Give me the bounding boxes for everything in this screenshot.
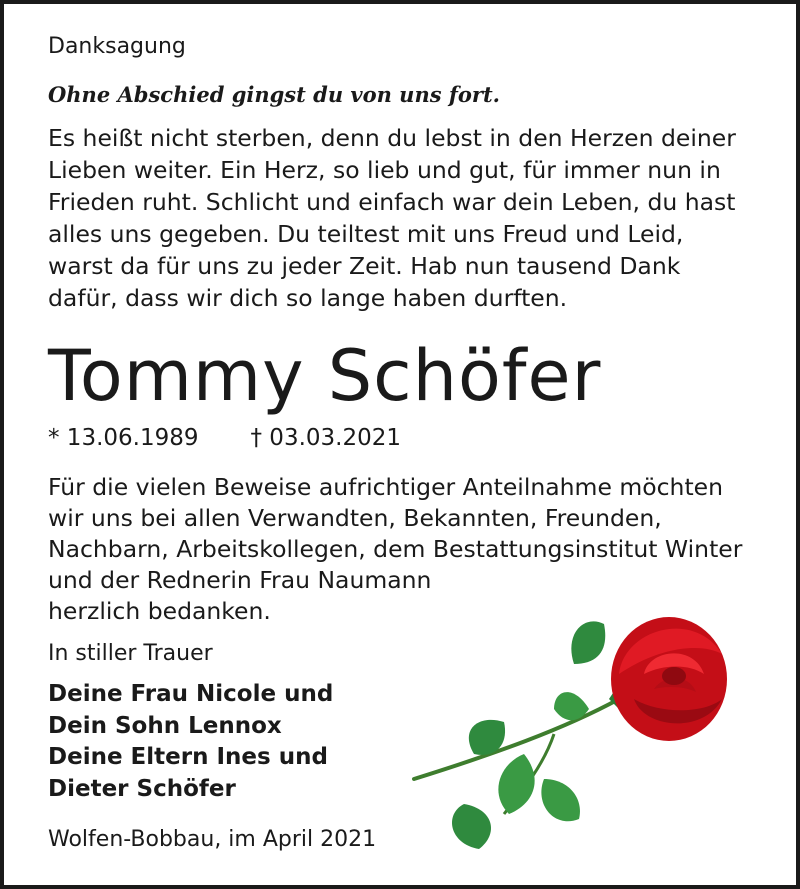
poem-line: warst da für uns zu jeder Zeit. Hab nun tausend Dank — [48, 252, 681, 280]
birth-date: * 13.06.1989 — [48, 425, 199, 451]
family-line: Deine Eltern Ines und — [48, 744, 328, 770]
place-date: Wolfen-Bobbau, im April 2021 — [48, 827, 377, 852]
family-line: Dieter Schöfer — [48, 775, 236, 802]
deceased-name: Tommy Schöfer — [48, 335, 602, 417]
rose-icon — [404, 604, 744, 854]
poem — [48, 122, 768, 314]
poem-line: Lieben weiter. Ein Herz, so lieb und gut, für immer nun in — [48, 156, 721, 184]
mourning-line: In stiller Trauer — [48, 641, 213, 666]
poem-line: Es heißt nicht sterben, denn du lebst in den Herzen deiner — [48, 124, 736, 152]
poem-line: alles uns gegeben. Du teiltest mit uns Freud und Leid, — [48, 220, 684, 248]
life-dates — [48, 422, 768, 454]
thanks-line: Für die vielen Beweise aufrichtiger Anteilnahme möchten — [48, 473, 724, 501]
family-line: Dein Sohn Lennox — [48, 712, 282, 739]
poem-line: Frieden ruht. Schlicht und einfach war dein Leben, du hast — [48, 188, 736, 216]
poem-line: dafür, dass wir dich so lange haben durften. — [48, 284, 568, 312]
heading: Danksagung — [48, 34, 186, 59]
family-line: Deine Frau Nicole und — [48, 681, 334, 707]
thanks-line: herzlich bedanken. — [48, 597, 271, 625]
thanks-line: und der Rednerin Frau Naumann — [48, 566, 432, 594]
motto: Ohne Abschied gingst du von uns fort. — [48, 82, 500, 107]
death-date: † 03.03.2021 — [250, 425, 401, 451]
thanks-line: Nachbarn, Arbeitskollegen, dem Bestattungsinstitut Winter — [48, 535, 743, 563]
thanks-line: wir uns bei allen Verwandten, Bekannten, Freunden, — [48, 504, 662, 532]
